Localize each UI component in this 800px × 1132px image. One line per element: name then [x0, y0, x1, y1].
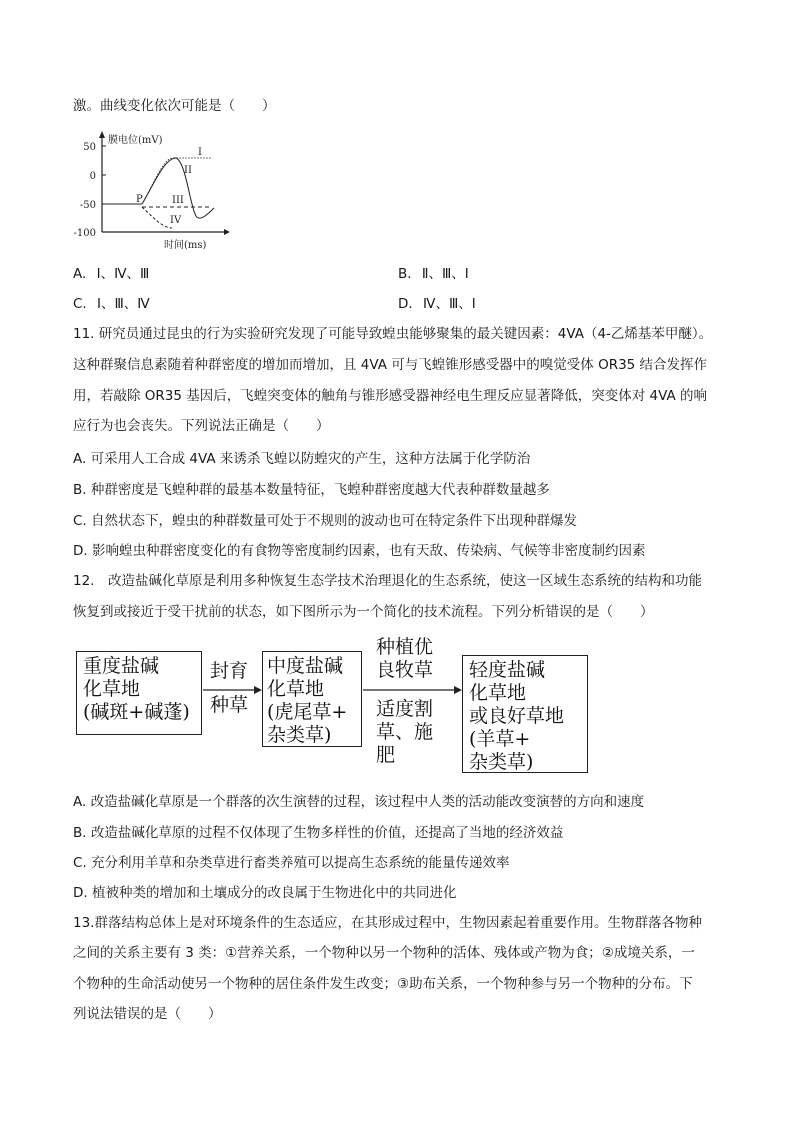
y-tick: -100 — [73, 228, 96, 239]
arrow2-bottom-line: 草、施 — [376, 721, 434, 743]
q11-stem-line: 用，若敲除 OR35 基因后，飞蝗突变体的触角与锥形感受器神经电生理反应显著降低，突变体对 4VA 的响 — [73, 388, 708, 404]
option-text: Ⅰ、Ⅳ、Ⅲ — [96, 266, 150, 282]
option-text: Ⅰ、Ⅲ、Ⅳ — [97, 296, 150, 312]
q11-stem-line: 应行为也会丧失。下列说法正确是（ ） — [73, 418, 330, 434]
option-text: Ⅱ、Ⅲ、Ⅰ — [421, 266, 469, 282]
arrow2-bottom-line: 肥 — [376, 744, 396, 766]
arrow2-bottom-line: 适度割 — [376, 698, 434, 720]
x-axis-title: 时间(ms) — [164, 240, 207, 251]
flow-box-line: 中度盐碱 — [267, 655, 344, 677]
flow-box-line: 化草地 — [469, 682, 527, 704]
q12-stem-line: 恢复到或接近于受干扰前的状态，如下图所示为一个简化的技术流程。下列分析错误的是（ ） — [73, 604, 654, 620]
y-tick: 50 — [83, 142, 96, 153]
option-text: Ⅳ、Ⅲ、Ⅰ — [422, 296, 476, 312]
q12-option-a[interactable]: A. 改造盐碱化草原是一个群落的次生演替的过程，该过程中人类的活动能改变演替的方向和速度 — [73, 794, 645, 810]
option-letter: C. — [73, 296, 87, 312]
y-tick: -50 — [79, 200, 96, 211]
q11-option-b[interactable]: B. 种群密度是飞蝗种群的最基本数量特征，飞蝗种群密度越大代表种群数量越多 — [73, 482, 550, 498]
q13-stem-line: 之间的关系主要有 3 类：①营养关系，一个物种以另一个物种的活体、残体或产物为食；②成境关系，一 — [73, 945, 695, 961]
curve-ii-label: II — [184, 165, 192, 176]
q13-stem-line: 个物种的生命活动使另一个物种的居住条件发生改变；③助布关系，一个物种参与另一个物种的分布。下 — [73, 976, 693, 992]
q12-option-b[interactable]: B. 改造盐碱化草原的过程不仅体现了生物多样性的价值，还提高了当地的经济效益 — [73, 825, 564, 841]
question-10-stem: 激。曲线变化依次可能是（ ） — [73, 98, 276, 114]
y-axis-title: 膜电位(mV) — [108, 135, 163, 146]
curve-iii-label: III — [172, 195, 184, 206]
q11-stem-line: 11. 研究员通过昆虫的行为实验研究发现了可能导致蝗虫能够聚集的最关键因素：4VA（4-乙烯基苯甲醚）。 — [73, 326, 713, 342]
arrow1-top-label: 封育 — [210, 660, 249, 682]
option-letter: D. — [398, 296, 413, 312]
q12-option-c[interactable]: C. 充分利用羊草和杂类草进行畜类养殖可以提高生态系统的能量传递效率 — [73, 855, 510, 871]
flow-box-line: 或良好草地 — [469, 705, 565, 727]
q11-option-a[interactable]: A. 可采用人工合成 4VA 来诱杀飞蝗以防蝗灾的产生，这种方法属于化学防治 — [73, 451, 531, 467]
flow-box-line: 轻度盐碱 — [469, 659, 546, 681]
flow-arrow-1-head — [254, 686, 262, 694]
flow-box-line: 化草地 — [83, 678, 141, 700]
arrow2-top-line: 种植优 — [376, 636, 434, 658]
q12-stem-line: 12. 改造盐碱化草原是利用多种恢复生态学技术治理退化的生态系统，使这一区域生态系统的结构和功能 — [73, 573, 702, 589]
flow-box-line: (羊草+ — [469, 728, 531, 750]
option-letter: B. — [398, 266, 412, 282]
point-p-label: P — [136, 194, 143, 205]
q11-option-d[interactable]: D. 影响蝗虫种群密度变化的有食物等密度制约因素，也有天敌、传染病、气候等非密度制约因素 — [73, 543, 646, 559]
curve-i-label: I — [198, 147, 202, 158]
arrow1-bottom-label: 种草 — [210, 694, 249, 716]
flow-box-line: (碱斑+碱蓬) — [83, 701, 190, 723]
y-tick: 0 — [89, 171, 96, 182]
flow-box-line: 杂类草) — [267, 724, 332, 746]
flow-box-line: 化草地 — [267, 678, 325, 700]
q12-option-d[interactable]: D. 植被种类的增加和土壤成分的改良属于生物进化中的共同进化 — [73, 885, 457, 901]
flow-arrow-2-head — [454, 686, 462, 694]
option-letter: A. — [73, 266, 87, 282]
q13-stem-line: 13.群落结构总体上是对环境条件的生态适应，在其形成过程中，生物因素起着重要作用。生物群落各物种 — [73, 915, 702, 931]
q11-option-c[interactable]: C. 自然状态下，蝗虫的种群数量可处于不规则的波动也可在特定条件下出现种群爆发 — [73, 513, 578, 529]
flow-box-line: 杂类草) — [469, 751, 534, 773]
q11-stem-line: 这种群聚信息素随着种群密度的增加而增加，且 4VA 可与飞蝗锥形感受器中的嗅觉受体 OR35 结合发挥作 — [73, 357, 708, 373]
flow-box-line: (虎尾草+ — [267, 701, 348, 723]
flow-box-line: 重度盐碱 — [83, 655, 160, 677]
curve-iv-label: IV — [170, 215, 182, 226]
arrow2-top-line: 良牧草 — [376, 659, 434, 681]
q13-stem-line: 列说法错误的是（ ） — [73, 1006, 222, 1022]
